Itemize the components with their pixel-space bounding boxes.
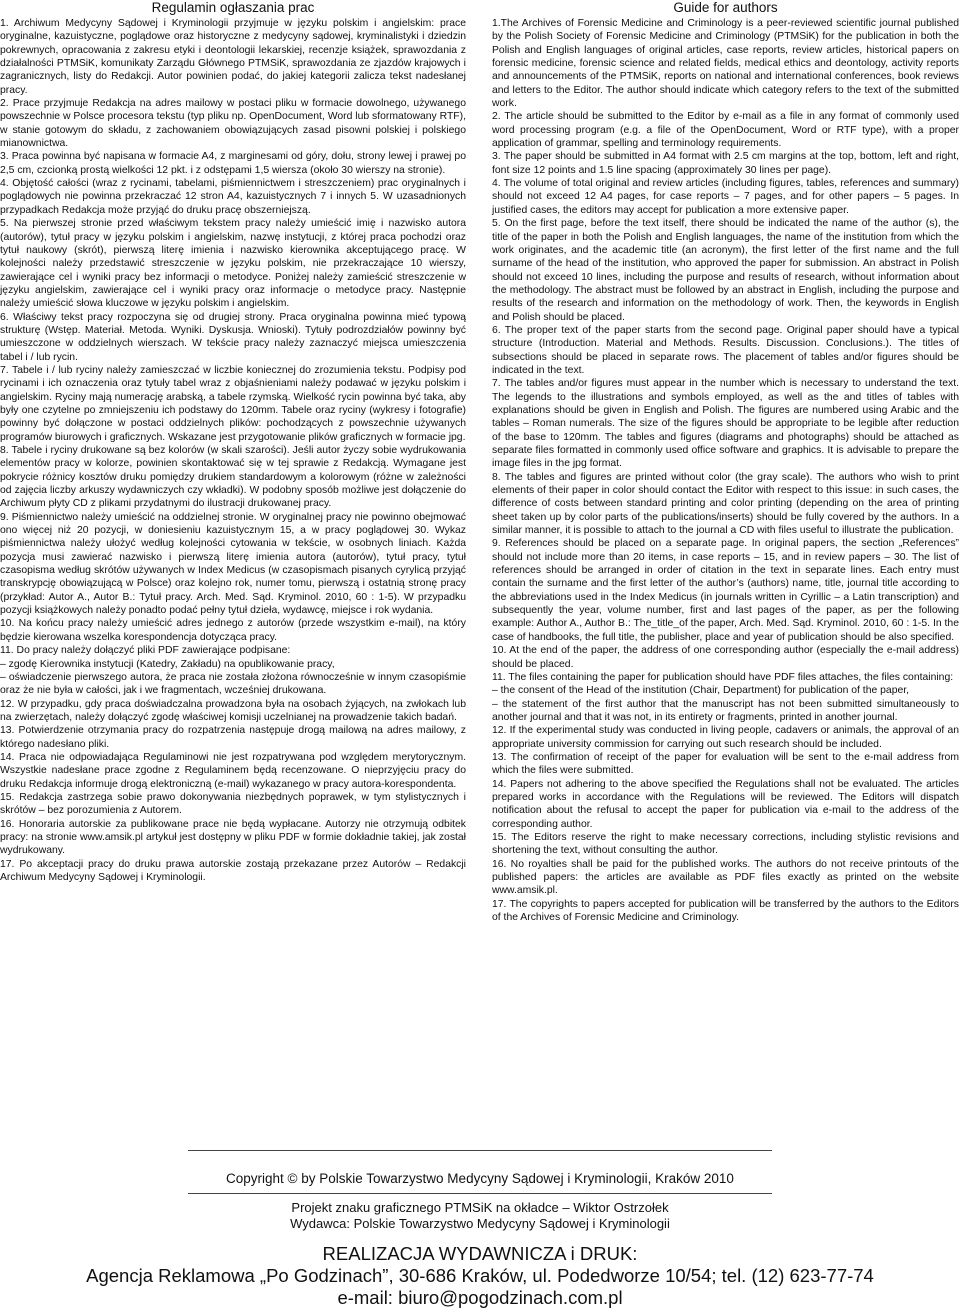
paragraph: 17. The copyrights to papers accepted for publication will be transferred by the authors to the Editors of the Archives of Forensic Medicine and Criminology.: [492, 898, 959, 924]
paragraph: 10. At the end of the paper, the address of one corresponding author (especially the e-mail address) should be placed.: [492, 645, 959, 670]
printing-info-block: [0, 1243, 960, 1309]
paragraph: 4. The volume of total original and review articles (including figures, tables, references and summary) should not exceed 12 A4 pages, for case reports – 7 pages, and for other papers – 5 pages. In justified cases, the editors may accept for publication a more extensive paper.: [492, 178, 959, 216]
paragraph: 16. Honoraria autorskie za publikowane prace nie będą wypłacane. Autorzy nie otrzymują odbitek pracy: na stronie www.amsik.pl artykuł jest dostępny w pliku PDF w formie dokładnie takiej, jak został wydrukowany.: [0, 818, 466, 857]
paragraph: 6. The proper text of the paper starts from the second page. Original paper should have a typical structure (Introduction. Material and Methods. Results. Discussion. Conclusions.). The titles of subsections should be placed in separate rows. The placement of tables and/or figures should be indicated in the text.: [492, 324, 959, 376]
paragraph: 2. The article should be submitted to the Editor by e-mail as a file in any format of commonly used word processing program (e.g. a file of the OpenDocument, Word or RTF type), with a proper application of grammar, spelling and terminology requirements.: [492, 111, 959, 150]
polish-paragraphs: [0, 17, 466, 884]
footer-divider-middle: [188, 1193, 772, 1194]
paragraph: 14. Papers not adhering to the above specified the Regulations shall not be evaluated. The articles prepared works in accordance with the Regulations will be reviewed. The Editors will dispatch notification about the refusal to accept the paper for publication via e-mail to the address of the corresponding author.: [492, 778, 959, 830]
paragraph: 4. Objętość całości (wraz z rycinami, tabelami, piśmiennictwem i streszczeniem) prac oryginalnych i poglądowych nie powinna przekraczać 12 stron A4, kazuistycznych 7 i innych 5. W uzasadnionych przypadkach Redakcja może przyjąć do druku pracę obszerniejszą.: [0, 178, 466, 216]
paragraph: 12. W przypadku, gdy praca doświadczalna prowadzona była na osobach żyjących, na zwłokach lub na zwierzętach, należy dołączyć zgodę właściwej komisji uczelnianej na prowadzenie takich badań.: [0, 698, 466, 723]
paragraph: – zgodę Kierownika instytucji (Katedry, Zakładu) na opublikowanie pracy,: [0, 658, 335, 670]
english-paragraphs: [492, 17, 959, 924]
paragraph: 6. Właściwy tekst pracy rozpoczyna się od drugiej strony. Praca oryginalna powinna mieć typową strukturę (Wstęp. Materiał. Metoda. Wyniki. Dyskusja. Wnioski). Tytuły podrozdziałów powinny być umieszczone w oddzielnych wierszach. W tekście pracy należy zaznaczyć miejsca umieszczenia tabel i / lub rycin.: [0, 311, 466, 363]
paragraph: 11. The files containing the paper for publication should have PDF files attaches, the files containing:: [492, 671, 954, 683]
paragraph: 17. Po akceptacji pracy do druku prawa autorskie zostają przekazane przez Autorów – Redakcji Archiwum Medycyny Sądowej i Kryminologii.: [0, 858, 466, 883]
publisher-credit: Wydawca: Polskie Towarzystwo Medycyny Sądowej i Kryminologii: [290, 1216, 670, 1231]
paragraph: 12. If the experimental study was conducted in living people, cadavers or animals, the approval of an appropriate university commission for carrying out such research should be included.: [492, 725, 959, 750]
paragraph: 3. The paper should be submitted in A4 format with 2.5 cm margins at the top, bottom, left and right, font size 12 points and 1.5 line spacing (approximately 30 lines per page).: [492, 151, 959, 176]
paragraph: 1. Archiwum Medycyny Sądowej i Kryminologii przyjmuje w języku polskim i angielskim: prace oryginalne, kazuistyczne, poglądowe oraz historyczne z medycyny sądowej, kryminalistyki i dziedzin pokrewnych, opracowania z zakresu etyki i deontologii lekarskiej, recenzje książek, sprawozdania z działalności PTMSiK, komunikaty Zarządu Głównego PTMSiK, sprawozdania ze zjazdów krajowych i zagranicznych, listy do Redakcji. Autor powinien podać, do jakiej kategorii zalicza tekst nadesłanej pracy.: [0, 18, 466, 96]
paragraph: 5. Na pierwszej stronie przed właściwym tekstem pracy należy umieścić imię i nazwisko autora (autorów), tytuł pracy w języku polskim i angielskim, nazwę instytucji, z której praca pochodzi oraz tytuł naukowy (skrót), pierwszą literę imienia i nazwisko kierownika akceptującego pracę. W kolejności należy przedstawić streszczenie w języku polskim, nie przekraczające 10 wierszy, zawierające cel i wyniki pracy bez informacji o metodyce. Poniżej należy zamieścić streszczenie w języku angielskim, zawierające cel i wyniki pracy oraz informacje o metodyce pracy. Następnie należy umieścić słowa kluczowe w języku polskim i angielskim.: [0, 218, 466, 310]
paragraph: – oświadczenie pierwszego autora, że praca nie została złożona równocześnie w innym czasopiśmie oraz że nie była w całości, jak i we fragmentach, wcześniej drukowana.: [0, 671, 466, 697]
paragraph: 8. Tabele i ryciny drukowane są bez kolorów (w skali szarości). Jeśli autor życzy sobie wydrukowania elementów pracy w kolorze, powinien skontaktować się w tej sprawie z Redakcją. Wymagane jest pokrycie różnicy kosztów druku pomiędzy drukiem standardowym a kolorowym (różne w zależności od zajęcia liczby arkuszy wydawniczych czy wkładki). W podobny sposób możliwe jest dołączenie do Archiwum płyty CD z plikami przydatnymi do ilustracji drukowanej pracy.: [0, 445, 466, 510]
paragraph: 14. Praca nie odpowiadająca Regulaminowi nie jest rozpatrywana pod względem merytorycznym. Wszystkie nadesłane prace zgodne z Regulaminem będą recenzowane. O nieprzyjęciu pracy do druku Redakcja informuje drogą elektroniczną (e-mail) wykazanego w pracy autora-korespondenta.: [0, 751, 466, 790]
paragraph: 15. The Editors reserve the right to make necessary corrections, including stylistic revisions and shortening the text, without consulting the author.: [492, 831, 959, 857]
paragraph: 5. On the first page, before the text itself, there should be indicated the name of the author (s), the title of the paper in both the Polish and English languages, the name of the institution from which the work originates, and the academic title (an acronym), the first letter of the first name and the full surname of the head of the institution, who approved the paper for submission. An abstract in Polish should not exceed 10 lines, including the purpose and results of research, without information about the methodology. The abstract must be followed by an abstract in English, including the purpose and results of the research and information on the methodology of work. Then, the keywords in English and Polish should be placed.: [492, 218, 959, 323]
paragraph: – the statement of the first author that the manuscript has not been submitted simultaneously to another journal and that it was not, in its entirety or fragments, printed in another journal.: [492, 698, 959, 723]
paragraph: 3. Praca powinna być napisana w formacie A4, z marginesami od góry, dołu, strony lewej i prawej po 2,5 cm, czcionką prostą wielkości 12 pkt. i z odstępami 1,5 wiersza (około 30 wierszy na stronie).: [0, 151, 466, 176]
agency-address: Agencja Reklamowa „Po Godzinach”, 30-686 Kraków, ul. Podedworze 10/54; tel. (12) 623-77-74: [86, 1265, 874, 1286]
footer-divider-top: [188, 1150, 772, 1151]
agency-email: e-mail: biuro@pogodzinach.com.pl: [337, 1287, 623, 1308]
paragraph: 1.The Archives of Forensic Medicine and Criminology is a peer-reviewed scientific journal published by the Polish Society of Forensic Medicine and Criminology (PTMSiK) for the publication in both the Polish and English languages of original articles, case reports, review articles, historical papers on forensic medicine, forensic science and related fields, medical ethics and deontology, activity reports and announcements of the PTMSiK, reports on national and international conferences, book reviews and letters to the Editor. The author should indicate which category refers to the text of the submitted work.: [492, 18, 959, 110]
english-guide-column: [492, 0, 959, 924]
paragraph: 11. Do pracy należy dołączyć pliki PDF zawierające podpisane:: [0, 645, 291, 657]
paragraph: 9. Piśmiennictwo należy umieścić na oddzielnej stronie. W oryginalnej pracy nie powinno obejmować ono więcej niż 20 pozycji, w doniesieniu kazuistycznym 15, a w pracy poglądowej 30. Wykaz piśmiennictwa należy ułożyć według kolejności cytowania w tekście, w osobnych liniach. Każda pozycja musi zawierać nazwisko i pierwszą literę imienia autora (autorów), tytuł pracy, tytuł czasopisma według skrótów używanych w Index Medicus (w czasopismach pisanych cyrylicą przyjąć transkrypcję obowiązującą w Polsce) oraz kolejno rok, numer tomu, pierwszą i ostatnią stronę pracy (przykład: Autor A., Autor B.: Tytuł pracy. Arch. Med. Sąd. Kryminol. 2010, 60 : 1-5). W przypadku pozycji książkowych należy ponadto podać pełny tytuł dzieła, wydawcę, miejsce i rok wydania.: [0, 511, 466, 617]
paragraph: 8. The tables and figures are printed without color (the gray scale). The authors who wish to print elements of their paper in color should contact the Editor with respect to this issue: in such cases, the difference of costs between standard printing and color printing (depending on the area of printing sheet taken up by color parts of the publications/inserts) should be fully covered by the authors. In a similar manner, it is possible to attach to the journal a CD with files useful to illustrate the publication.: [492, 471, 959, 537]
paragraph: 13. Potwierdzenie otrzymania pracy do rozpatrzenia następuje drogą mailową na adres mailowy, z którego nadesłano pliki.: [0, 725, 466, 750]
polish-regulations-column: [0, 0, 466, 884]
paragraph: 16. No royalties shall be paid for the published works. The authors do not receive printouts of the published papers: the articles are available as PDF files exactly as printed on the website www.amsik.pl.: [492, 858, 959, 897]
paragraph: 10. Na końcu pracy należy umieścić adres jednego z autorów (przede wszystkim e-mail), na który będzie kierowana wszelka korespondencja dotycząca pracy.: [0, 618, 466, 643]
paragraph: 9. References should be placed on a separate page. In original papers, the section „References” should not include more than 20 items, in case reports – 15, and in review papers – 30. The list of references should be arranged in order of citation in the text in separate lines. Each entry must contain the surname and the first letter of the author’s (authors) name, title, journal title according to the abbreviations used in the Index Medicus (in journals written in Cyrillic – a Latin transcription) and subsequently the year, volume number, first and last pages of the paper, as per the following example: Author A., Author B.: The_title_of the paper, Arch. Med. Sąd. Kryminol. 2010, 60 : 1-5. In the case of handbooks, the full title, the publisher, place and year of publication should be also specified.: [492, 538, 959, 643]
paragraph: 7. The tables and/or figures must appear in the number which is necessary to understand the text. The legends to the illustrations and symbols employed, as well as the and titles of tables with explanations should be given in English and Polish. The figures are numbered using Arabic and the tables – Roman numerals. The size of the figures should be appropriate to be legible after reduction of the base to 120mm. The tables and figures (diagrams and photographs) should be attached as separate files formatted in commonly used office software and graphics. It is advisable to prepare the image files in the jpg format.: [492, 378, 959, 470]
paragraph: 15. Redakcja zastrzega sobie prawo dokonywania niezbędnych poprawek, w tym stylistycznych i skrótów – bez porozumienia z Autorem.: [0, 791, 466, 817]
english-column-title: Guide for authors: [673, 0, 778, 15]
cover-design-credit: Projekt znaku graficznego PTMSiK na okładce – Wiktor Ostrzołek: [291, 1200, 669, 1215]
paragraph: 7. Tabele i / lub ryciny należy zamieszczać w liczbie koniecznej do zrozumienia tekstu. Podpisy pod rycinami i ich oznaczenia oraz tytuły tabel wraz z objaśnieniami należy podawać w języku polskim i angielskim. Ryciny mają numerację arabską, a tabele rzymską. Wielkość rycin powinna być taka, aby były one czytelne po zmniejszeniu ich podstawy do 120mm. Tabele oraz ryciny (wykresy i fotografie) powinny być dołączone w postaci oddzielnych plików: pochodzących z powszechnie używanych programów biurowych i graficznych. Wskazane jest przygotowanie plików graficznych w formacie jpg.: [0, 364, 466, 443]
copyright-line: Copyright © by Polskie Towarzystwo Medycyny Sądowej i Kryminologii, Kraków 2010: [226, 1171, 734, 1186]
paragraph: 13. The confirmation of receipt of the paper for evaluation will be sent to the e-mail address from which the files were submitted.: [492, 751, 959, 777]
paragraph: 2. Prace przyjmuje Redakcja na adres mailowy w postaci pliku w formacie dowolnego, używanego powszechnie w Polsce procesora tekstu (typ pliku np. OpenDocument, Word lub sformatowany RTF), w stanie gotowym do składu, z zachowaniem obowiązujących zasad pisowni polskiej i polskiego mianownictwa.: [0, 98, 466, 150]
printing-heading: REALIZACJA WYDAWNICZA i DRUK:: [322, 1243, 638, 1264]
credits-block: [0, 1200, 960, 1232]
paragraph: – the consent of the Head of the institution (Chair, Department) for publication of the paper,: [492, 685, 910, 697]
polish-column-title: Regulamin ogłaszania prac: [151, 0, 315, 15]
